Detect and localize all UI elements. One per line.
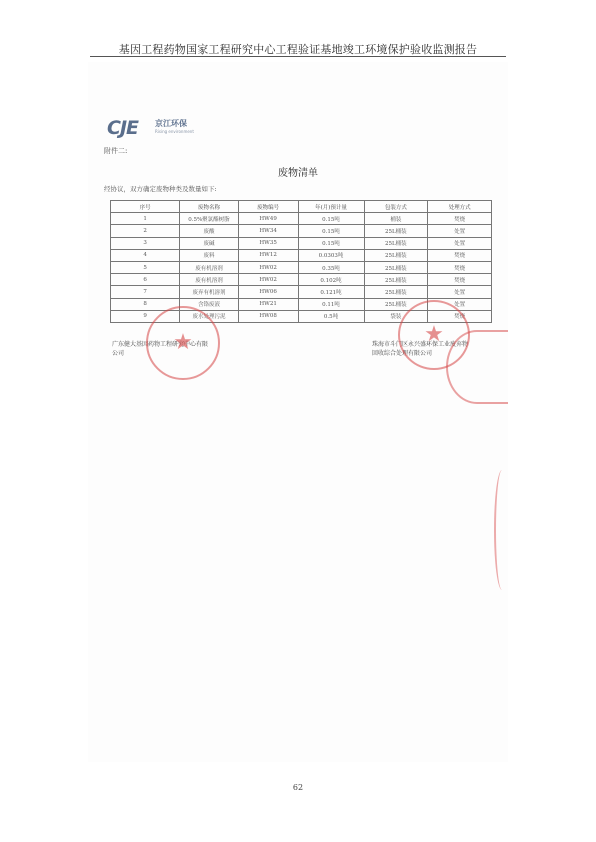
column-header-packaging: 包装方式 — [364, 201, 428, 213]
intro-text: 经协议，双方确定废物种类及数量如下: — [104, 185, 217, 193]
cell-quantity: 0.15吨 — [298, 213, 364, 225]
cell-packaging: 25L桶装 — [364, 249, 428, 261]
cell-code: HW49 — [238, 213, 298, 225]
column-header-quantity: 年(月)预计量 — [298, 201, 364, 213]
cell-code: HW08 — [238, 310, 298, 322]
cell-name: 0.5%聚氯酯树脂 — [180, 213, 239, 225]
cell-method: 处置 — [428, 298, 492, 310]
cell-quantity: 0.121吨 — [298, 286, 364, 298]
cell-quantity: 0.0303吨 — [298, 249, 364, 261]
star-icon: ★ — [173, 330, 193, 355]
table-row — [111, 261, 492, 273]
cell-method: 焚烧 — [428, 274, 492, 286]
red-seal-left — [146, 306, 220, 380]
cell-number: 9 — [111, 310, 180, 322]
cell-method: 焚烧 — [428, 249, 492, 261]
page-number: 62 — [292, 783, 304, 792]
cell-quantity: 0.35吨 — [298, 261, 364, 273]
party-right-line-1: 珠海市斗门区永兴盛环保工业废弃物 — [372, 341, 469, 348]
table-row — [111, 225, 492, 237]
column-header-code: 废物编号 — [238, 201, 298, 213]
table-row — [111, 249, 492, 261]
logo-english-name: Rising environment — [155, 129, 194, 134]
cell-code: HW21 — [238, 298, 298, 310]
company-logo — [107, 117, 197, 141]
cell-quantity: 0.15吨 — [298, 237, 364, 249]
cell-number: 1 — [111, 213, 180, 225]
cell-number: 6 — [111, 274, 180, 286]
cell-method: 处置 — [428, 286, 492, 298]
document-title: 废物清单 — [278, 168, 318, 179]
cell-method: 焚烧 — [428, 261, 492, 273]
cell-name: 废有机溶剂 — [180, 274, 239, 286]
logo-mark: CJE — [107, 117, 138, 139]
party-left-line-2: 公司 — [112, 350, 125, 357]
table-header-row — [111, 201, 492, 213]
cell-number: 8 — [111, 298, 180, 310]
cell-name: 废水处理污泥 — [180, 310, 239, 322]
table-row — [111, 237, 492, 249]
cell-packaging: 25L桶装 — [364, 261, 428, 273]
cell-name: 废弃有机溶剂 — [180, 286, 239, 298]
cell-quantity: 0.11吨 — [298, 298, 364, 310]
cell-packaging: 25L桶装 — [364, 286, 428, 298]
cell-packaging: 袋装 — [364, 310, 428, 322]
header-divider — [90, 56, 506, 57]
cell-number: 4 — [111, 249, 180, 261]
cell-method: 处置 — [428, 237, 492, 249]
annex-label: 附件二: — [104, 147, 128, 155]
cell-number: 7 — [111, 286, 180, 298]
cell-name: 废碱 — [180, 237, 239, 249]
cell-code: HW34 — [238, 225, 298, 237]
cell-name: 废有机溶剂 — [180, 261, 239, 273]
cell-code: HW12 — [238, 249, 298, 261]
cell-code: HW35 — [238, 237, 298, 249]
cell-number: 5 — [111, 261, 180, 273]
column-header-number: 序号 — [111, 201, 180, 213]
cell-packaging: 桶装 — [364, 213, 428, 225]
cell-packaging: 25L桶装 — [364, 237, 428, 249]
cell-packaging: 25L桶装 — [364, 298, 428, 310]
cell-quantity: 0.5吨 — [298, 310, 364, 322]
cell-name: 含铬废液 — [180, 298, 239, 310]
party-left-line-1: 广东健大基因药物工程研究中心有限 — [112, 341, 209, 348]
cell-quantity: 0.15吨 — [298, 225, 364, 237]
table-row — [111, 213, 492, 225]
star-icon: ★ — [424, 322, 444, 347]
cell-name: 废酸 — [180, 225, 239, 237]
cell-quantity: 0.102吨 — [298, 274, 364, 286]
cell-number: 3 — [111, 237, 180, 249]
party-right-line-2: 回收综合处理有限公司 — [372, 350, 433, 357]
cell-code: HW06 — [238, 286, 298, 298]
cell-method: 处置 — [428, 225, 492, 237]
column-header-name: 废物名称 — [180, 201, 239, 213]
cell-packaging: 25L桶装 — [364, 274, 428, 286]
cell-method: 焚烧 — [428, 213, 492, 225]
table-row — [111, 274, 492, 286]
logo-chinese-name: 京江环保 — [155, 119, 187, 128]
cell-code: HW02 — [238, 274, 298, 286]
cell-number: 2 — [111, 225, 180, 237]
table-row — [111, 286, 492, 298]
riding-seal-edge — [494, 470, 510, 590]
column-header-method: 处理方式 — [428, 201, 492, 213]
report-header-title: 基因工程药物国家工程研究中心工程验证基地竣工环境保护验收监测报告 — [118, 43, 478, 56]
cell-code: HW02 — [238, 261, 298, 273]
cell-name: 废料 — [180, 249, 239, 261]
cell-packaging: 25L桶装 — [364, 225, 428, 237]
riding-seal-partial — [446, 330, 508, 404]
cell-method: 焚烧 — [428, 310, 492, 322]
